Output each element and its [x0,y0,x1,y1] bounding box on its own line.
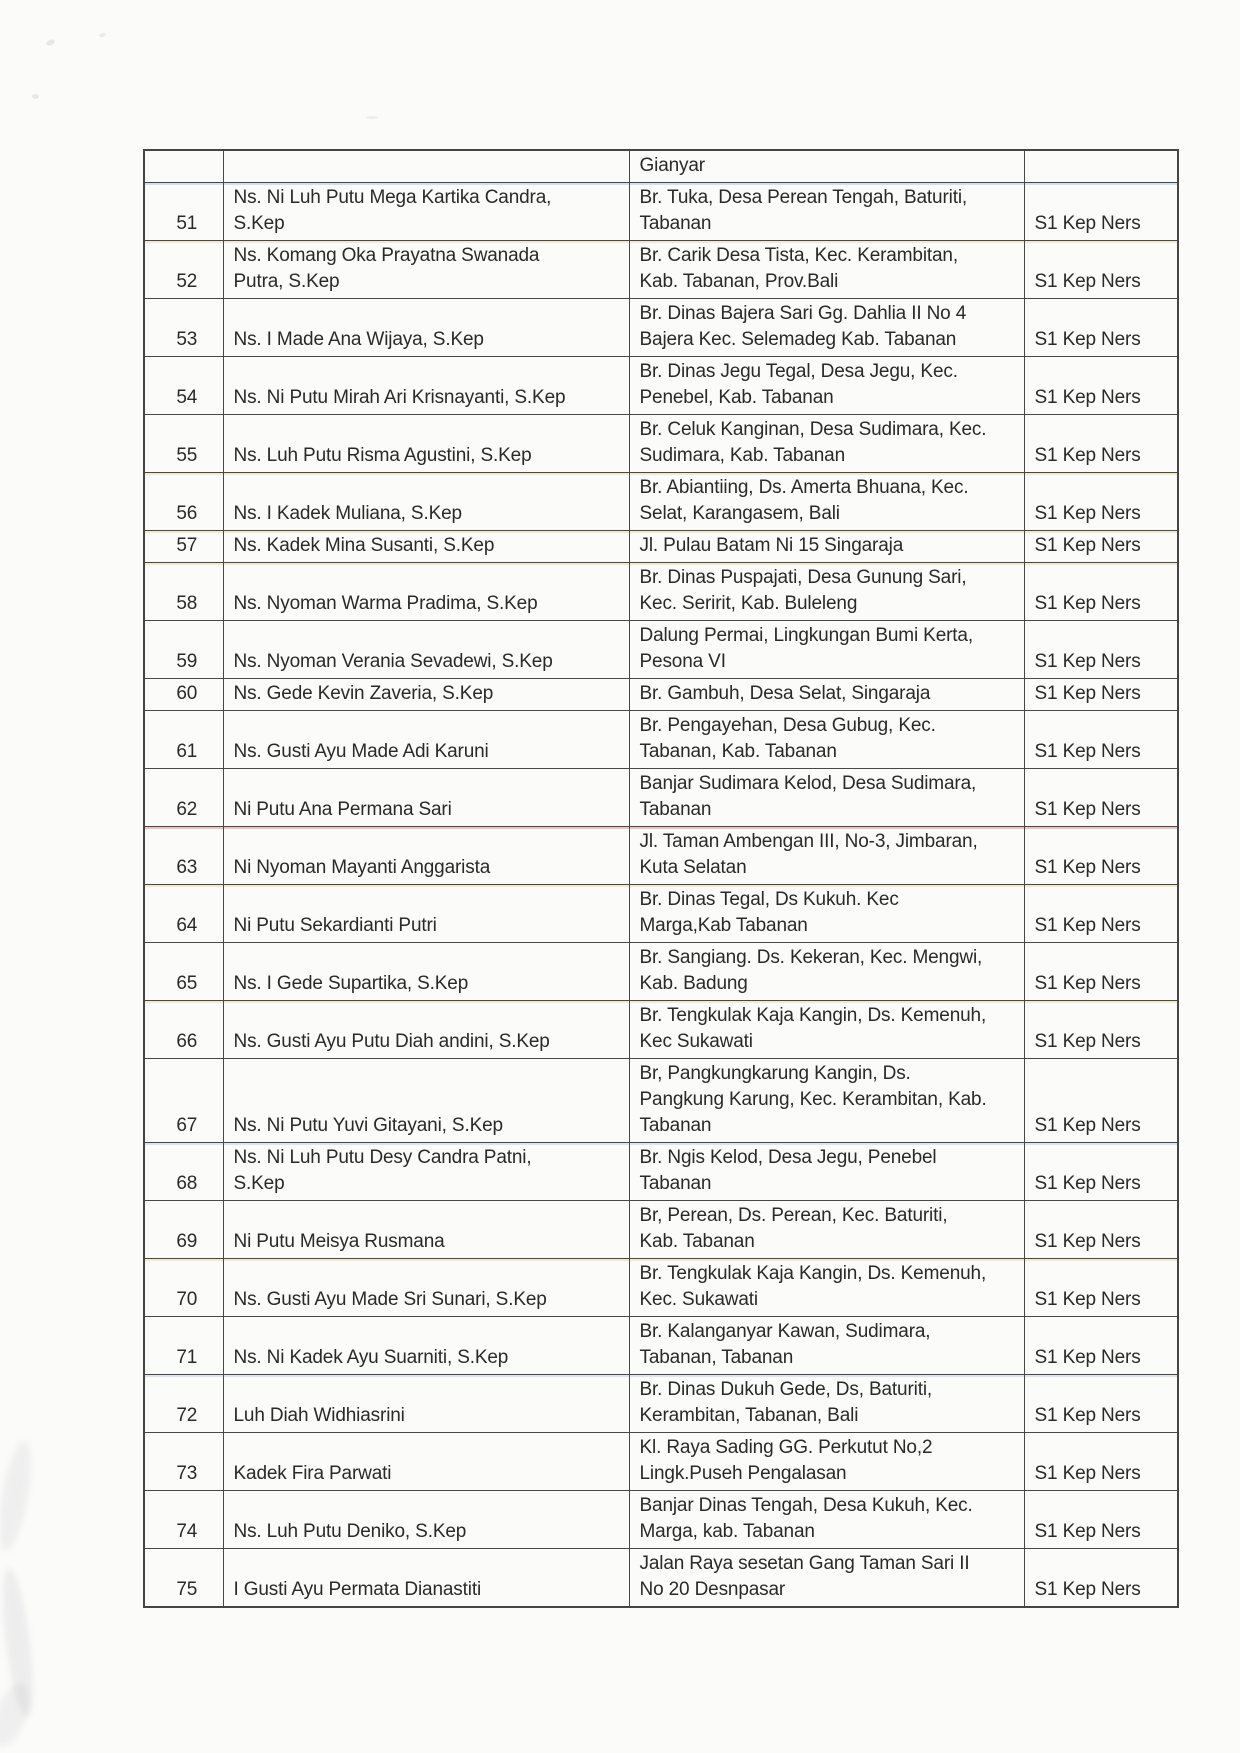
address-cell [629,473,1024,531]
qualification-cell: S1 Kep Ners [1024,1491,1178,1549]
table-row [144,357,1178,415]
address-cell [629,1549,1024,1608]
name-cell [223,621,629,679]
address-line: Jl. Taman Ambengan III, No-3, Jimbaran, [639,831,978,852]
address-cell [629,1059,1024,1143]
address-line: Marga,Kab Tabanan [639,915,808,936]
row-number-cell: 71 [144,1317,223,1375]
qualification-cell: S1 Kep Ners [1024,1143,1178,1201]
row-number-cell: 67 [144,1059,223,1143]
row-number-cell: 65 [144,943,223,1001]
qualification-cell: S1 Kep Ners [1024,827,1178,885]
row-number-cell: 51 [144,183,223,241]
table-row [144,1143,1178,1201]
address-cell [629,1143,1024,1201]
qualification-cell: S1 Kep Ners [1024,885,1178,943]
qualification-cell: S1 Kep Ners [1024,1375,1178,1433]
address-line: Br. Abiantiing, Ds. Amerta Bhuana, Kec. [639,477,969,498]
table-row [144,1375,1178,1433]
row-number-cell: 57 [144,531,223,563]
address-cell [629,357,1024,415]
name-cell [223,531,629,563]
address-line: Kec Sukawati [639,1031,753,1052]
row-number-cell: 52 [144,241,223,299]
name-cell [223,150,629,183]
name-line: Ns. Kadek Mina Susanti, S.Kep [233,535,495,556]
address-line: Kuta Selatan [639,857,747,878]
name-cell [223,1201,629,1259]
qualification-cell: S1 Kep Ners [1024,241,1178,299]
name-cell [223,183,629,241]
table-row [144,473,1178,531]
address-line: Pangkung Karung, Kec. Kerambitan, Kab. [639,1089,987,1110]
row-number-cell: 60 [144,679,223,711]
qualification-cell: S1 Kep Ners [1024,299,1178,357]
name-cell [223,563,629,621]
qualification-cell: S1 Kep Ners [1024,679,1178,711]
address-line: Bajera Kec. Selemadeg Kab. Tabanan [639,329,957,350]
name-line: Ns. I Made Ana Wijaya, S.Kep [233,329,484,350]
row-number-cell: 68 [144,1143,223,1201]
address-line: Br. Celuk Kanginan, Desa Sudimara, Kec. [639,419,987,440]
address-line: Penebel, Kab. Tabanan [639,387,834,408]
table-row [144,563,1178,621]
name-cell [223,1259,629,1317]
address-cell [629,1491,1024,1549]
address-line: Sudimara, Kab. Tabanan [639,445,845,466]
address-line: Dalung Permai, Lingkungan Bumi Kerta, [639,625,973,646]
address-line: Kec. Sukawati [639,1289,758,1310]
address-cell [629,563,1024,621]
address-cell [629,1259,1024,1317]
table-row [144,1201,1178,1259]
name-cell [223,415,629,473]
address-line: Kerambitan, Tabanan, Bali [639,1405,859,1426]
table-row-partial [144,150,1178,183]
address-cell [629,1201,1024,1259]
address-cell [629,1433,1024,1491]
scan-artifact [366,116,378,119]
row-number-cell: 73 [144,1433,223,1491]
qualification-cell: S1 Kep Ners [1024,1433,1178,1491]
name-cell [223,827,629,885]
row-number-cell: 54 [144,357,223,415]
address-cell [629,241,1024,299]
name-line: Ns. Gusti Ayu Made Sri Sunari, S.Kep [233,1289,547,1310]
name-cell [223,299,629,357]
name-line: Ni Putu Sekardianti Putri [233,915,437,936]
name-line: Ns. Gusti Ayu Putu Diah andini, S.Kep [233,1031,550,1052]
table-row [144,769,1178,827]
address-line: Kl. Raya Sading GG. Perkutut No,2 [639,1437,933,1458]
qualification-cell: S1 Kep Ners [1024,357,1178,415]
table-row [144,1317,1178,1375]
table-row [144,183,1178,241]
address-line: Br. Ngis Kelod, Desa Jegu, Penebel [639,1147,937,1168]
address-line: Br. Dinas Dukuh Gede, Ds, Baturiti, [639,1379,933,1400]
address-cell [629,1001,1024,1059]
roster-table-body [144,150,1178,1607]
name-line: Ns. Nyoman Verania Sevadewi, S.Kep [233,651,553,672]
name-line: Ns. Ni Putu Yuvi Gitayani, S.Kep [233,1115,503,1136]
table-row [144,885,1178,943]
qualification-cell: S1 Kep Ners [1024,1549,1178,1608]
name-line: Ni Nyoman Mayanti Anggarista [233,857,491,878]
name-cell [223,769,629,827]
address-line: Br. Dinas Jegu Tegal, Desa Jegu, Kec. [639,361,958,382]
address-line: Banjar Dinas Tengah, Desa Kukuh, Kec. [639,1495,973,1516]
row-number-cell: 62 [144,769,223,827]
row-number-cell: 59 [144,621,223,679]
name-line: Ns. Nyoman Warma Pradima, S.Kep [233,593,538,614]
name-cell [223,241,629,299]
table-row [144,415,1178,473]
qualification-cell: S1 Kep Ners [1024,1001,1178,1059]
name-cell [223,885,629,943]
row-number-cell: 64 [144,885,223,943]
name-cell [223,473,629,531]
qualification-cell: S1 Kep Ners [1024,563,1178,621]
scan-artifact [99,32,107,38]
name-cell [223,1549,629,1608]
address-line: Br. Tengkulak Kaja Kangin, Ds. Kemenuh, [639,1263,987,1284]
address-line: Br. Kalanganyar Kawan, Sudimara, [639,1321,931,1342]
address-line: Tabanan, Kab. Tabanan [639,741,837,762]
address-cell [629,1317,1024,1375]
address-line: Selat, Karangasem, Bali [639,503,840,524]
address-cell [629,1375,1024,1433]
name-cell [223,1375,629,1433]
address-cell [629,827,1024,885]
address-line: Br. Tengkulak Kaja Kangin, Ds. Kemenuh, [639,1005,987,1026]
table-row [144,1549,1178,1608]
name-line: Ns. Ni Luh Putu Mega Kartika Candra, [233,187,552,208]
name-line: Putra, S.Kep [233,271,340,292]
row-number-cell: 66 [144,1001,223,1059]
row-number-cell: 72 [144,1375,223,1433]
address-cell [629,943,1024,1001]
address-line: Br. Dinas Puspajati, Desa Gunung Sari, [639,567,967,588]
name-line: Kadek Fira Parwati [233,1463,392,1484]
address-line: Jalan Raya sesetan Gang Taman Sari II [639,1553,970,1574]
address-line: Br, Pangkungkarung Kangin, Ds. [639,1063,911,1084]
name-cell [223,1433,629,1491]
name-cell [223,679,629,711]
table-row [144,943,1178,1001]
address-line: Pesona VI [639,651,726,672]
qualification-cell: S1 Kep Ners [1024,183,1178,241]
address-line: Br. Dinas Tegal, Ds Kukuh. Kec [639,889,899,910]
address-line: Br, Perean, Ds. Perean, Kec. Baturiti, [639,1205,948,1226]
address-line: Br. Tuka, Desa Perean Tengah, Baturiti, [639,187,968,208]
row-number-cell: 75 [144,1549,223,1608]
address-cell [629,150,1024,183]
address-line: Br. Dinas Bajera Sari Gg. Dahlia II No 4 [639,303,967,324]
name-line: Ns. Luh Putu Deniko, S.Kep [233,1521,467,1542]
address-line: Banjar Sudimara Kelod, Desa Sudimara, [639,773,977,794]
name-line: Ns. Komang Oka Prayatna Swanada [233,245,540,266]
table-row [144,1001,1178,1059]
table-row [144,827,1178,885]
address-line: No 20 Desnpasar [639,1579,786,1600]
name-line: S.Kep [233,213,285,234]
name-cell [223,1491,629,1549]
address-line: Kec. Seririt, Kab. Buleleng [639,593,858,614]
name-line: Luh Diah Widhiasrini [233,1405,405,1426]
row-number-cell: 56 [144,473,223,531]
address-line: Tabanan [639,213,712,234]
qualification-cell: S1 Kep Ners [1024,1317,1178,1375]
qualification-cell: S1 Kep Ners [1024,1259,1178,1317]
name-line: Ns. Gede Kevin Zaveria, S.Kep [233,683,494,704]
name-line: I Gusti Ayu Permata Dianastiti [233,1579,482,1600]
address-cell [629,183,1024,241]
name-line: Ns. Ni Kadek Ayu Suarniti, S.Kep [233,1347,509,1368]
table-row [144,711,1178,769]
scan-artifact [32,94,39,99]
name-cell [223,1317,629,1375]
qualification-cell: S1 Kep Ners [1024,621,1178,679]
address-line: Gianyar [639,155,705,176]
table-row [144,1059,1178,1143]
address-line: Tabanan, Tabanan [639,1347,794,1368]
name-line: Ns. I Gede Supartika, S.Kep [233,973,469,994]
name-line: Ns. Ni Putu Mirah Ari Krisnayanti, S.Kep [233,387,566,408]
table-row [144,1433,1178,1491]
address-cell [629,885,1024,943]
table-row [144,621,1178,679]
name-line: Ni Putu Ana Permana Sari [233,799,452,820]
table-row [144,299,1178,357]
address-line: Kab. Tabanan, Prov.Bali [639,271,839,292]
address-line: Tabanan [639,799,712,820]
address-line: Marga, kab. Tabanan [639,1521,815,1542]
address-line: Lingk.Puseh Pengalasan [639,1463,847,1484]
name-line: S.Kep [233,1173,285,1194]
row-number-cell: 61 [144,711,223,769]
table-row [144,1259,1178,1317]
row-number-cell: 74 [144,1491,223,1549]
qualification-cell: S1 Kep Ners [1024,473,1178,531]
qualification-cell [1024,150,1178,183]
qualification-cell: S1 Kep Ners [1024,1201,1178,1259]
address-cell [629,415,1024,473]
row-number-cell [144,150,223,183]
qualification-cell: S1 Kep Ners [1024,769,1178,827]
row-number-cell: 63 [144,827,223,885]
row-number-cell: 70 [144,1259,223,1317]
name-cell [223,1143,629,1201]
address-line: Br. Gambuh, Desa Selat, Singaraja [639,683,931,704]
table-row [144,531,1178,563]
address-cell [629,621,1024,679]
row-number-cell: 53 [144,299,223,357]
address-line: Kab. Badung [639,973,748,994]
name-line: Ns. Luh Putu Risma Agustini, S.Kep [233,445,532,466]
row-number-cell: 58 [144,563,223,621]
address-line: Br. Carik Desa Tista, Kec. Kerambitan, [639,245,958,266]
qualification-cell: S1 Kep Ners [1024,943,1178,1001]
address-line: Tabanan [639,1173,712,1194]
address-line: Jl. Pulau Batam Ni 15 Singaraja [639,535,904,556]
scan-artifact [0,1439,38,1554]
qualification-cell: S1 Kep Ners [1024,1059,1178,1143]
name-cell [223,1059,629,1143]
address-cell [629,531,1024,563]
table-row [144,1491,1178,1549]
qualification-cell: S1 Kep Ners [1024,415,1178,473]
name-line: Ns. Ni Luh Putu Desy Candra Patni, [233,1147,532,1168]
table-row [144,679,1178,711]
address-line: Br. Sangiang. Ds. Kekeran, Kec. Mengwi, [639,947,983,968]
name-line: Ni Putu Meisya Rusmana [233,1231,445,1252]
table-row [144,241,1178,299]
scan-artifact [45,38,55,46]
address-line: Br. Pengayehan, Desa Gubug, Kec. [639,715,936,736]
address-cell [629,299,1024,357]
address-line: Kab. Tabanan [639,1231,755,1252]
qualification-cell: S1 Kep Ners [1024,531,1178,563]
name-cell [223,357,629,415]
name-line: Ns. I Kadek Muliana, S.Kep [233,503,462,524]
roster-table [143,149,1179,1608]
qualification-cell: S1 Kep Ners [1024,711,1178,769]
address-line: Tabanan [639,1115,712,1136]
row-number-cell: 55 [144,415,223,473]
address-cell [629,769,1024,827]
name-cell [223,711,629,769]
name-line: Ns. Gusti Ayu Made Adi Karuni [233,741,489,762]
name-cell [223,943,629,1001]
address-cell [629,679,1024,711]
name-cell [223,1001,629,1059]
row-number-cell: 69 [144,1201,223,1259]
address-cell [629,711,1024,769]
